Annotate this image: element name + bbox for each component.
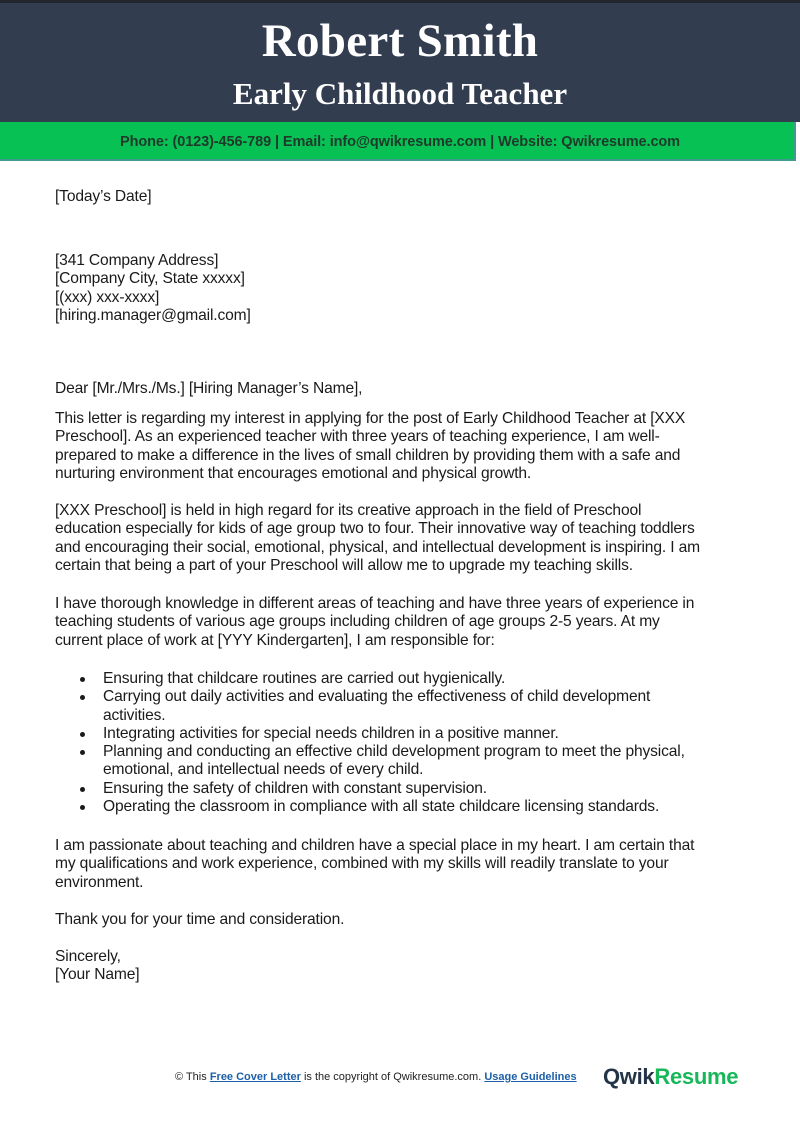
paragraph-line: current place of work at [YYY Kindergarten], I am responsible for:	[55, 631, 495, 649]
list-item-text: emotional, and intellectual needs of every child.	[103, 761, 424, 779]
usage-guidelines-link[interactable]: Usage Guidelines	[484, 1071, 577, 1083]
job-title: Early Childhood Teacher	[232, 76, 568, 111]
footer-middle: is the copyright of Qwikresume.com.	[300, 1071, 485, 1083]
paragraph-line: education especially for kids of age group two to four. Their innovative way of teaching toddlers	[55, 520, 695, 538]
logo-part-qwik: Qwik	[603, 1064, 655, 1089]
list-item	[55, 725, 755, 743]
recipient-block	[55, 252, 755, 325]
bullet-icon	[80, 787, 85, 792]
list-item	[55, 798, 755, 816]
recipient-address: [341 Company Address]	[55, 252, 219, 269]
list-item-text: Carrying out daily activities and evaluating the effectiveness of child development	[103, 688, 651, 706]
list-item	[55, 670, 755, 688]
recipient-email: [hiring.manager@gmail.com]	[55, 306, 251, 324]
paragraph-line: This letter is regarding my interest in applying for the post of Early Childhood Teacher at [XXX	[55, 410, 686, 427]
list-item	[55, 780, 755, 798]
candidate-name: Robert Smith	[261, 15, 539, 67]
paragraph-line: certain that being a part of your Preschool will allow me to upgrade my teaching skills.	[55, 556, 633, 574]
bullet-icon	[80, 677, 85, 682]
paragraph-line: [XXX Preschool] is held in high regard for its creative approach in the field of Preschool	[55, 502, 642, 519]
paragraph-experience	[55, 595, 755, 650]
paragraph-line: I am passionate about teaching and children have a special place in my heart. I am certain that	[55, 837, 695, 854]
paragraph-line: Preschool]. As an experienced teacher with three years of teaching experience, I am well-	[55, 428, 660, 446]
qwikresume-logo[interactable]	[603, 1064, 738, 1090]
paragraph-line: prepared to make a difference in the lives of small children by providing them with a safe and	[55, 446, 681, 464]
paragraph-line: environment.	[55, 873, 144, 891]
list-item-text: Ensuring that childcare routines are carried out hygienically.	[103, 670, 506, 687]
responsibilities-list	[55, 670, 755, 816]
footer-prefix: © This	[175, 1071, 210, 1083]
bullet-icon	[80, 695, 85, 700]
paragraph-line: I have thorough knowledge in different areas of teaching and have three years of experience in	[55, 595, 695, 612]
recipient-phone: [(xxx) xxx-xxxx]	[55, 288, 160, 306]
list-item-text: activities.	[103, 706, 166, 724]
thanks-line: Thank you for your time and consideration.	[55, 911, 345, 928]
paragraph-line: and encouraging their social, emotional, physical, and intellectual development is inspiring. I am	[55, 538, 700, 556]
letter-date: [Today’s Date]	[55, 188, 152, 205]
paragraph-line: nurturing environment that encourages emotional and physical growth.	[55, 464, 532, 482]
bullet-icon	[80, 732, 85, 737]
list-item-text: Integrating activities for special needs children in a positive manner.	[103, 724, 559, 742]
list-item	[55, 743, 755, 780]
paragraph-company	[55, 502, 755, 575]
recipient-city-state: [Company City, State xxxxx]	[55, 270, 245, 288]
contact-info: Phone: (0123)-456-789 | Email: info@qwikresume.com | Website: Qwikresume.com	[120, 134, 680, 150]
free-cover-letter-link[interactable]: Free Cover Letter	[209, 1071, 301, 1083]
copyright-footer	[175, 1070, 577, 1084]
list-item-text: Planning and conducting an effective child development program to meet the physical,	[103, 743, 685, 761]
list-item	[55, 688, 755, 725]
paragraph-line: teaching students of various age groups including children of age groups 2-5 years. At my	[55, 613, 660, 631]
signature-name: [Your Name]	[55, 966, 140, 984]
logo-part-resume: Resume	[654, 1064, 739, 1089]
list-item-text: Ensuring the safety of children with constant supervision.	[103, 779, 487, 797]
paragraph-line: my qualifications and work experience, combined with my skills will readily translate to your	[55, 855, 669, 873]
bullet-icon	[80, 805, 85, 810]
paragraph-closing	[55, 837, 755, 892]
salutation: Dear [Mr./Mrs./Ms.] [Hiring Manager’s Name],	[55, 380, 363, 397]
sign-off: Sincerely,	[55, 948, 121, 965]
signature-block	[55, 948, 755, 985]
paragraph-intro	[55, 410, 755, 483]
bullet-icon	[80, 750, 85, 755]
list-item-text: Operating the classroom in compliance with all state childcare licensing standards.	[103, 798, 660, 816]
